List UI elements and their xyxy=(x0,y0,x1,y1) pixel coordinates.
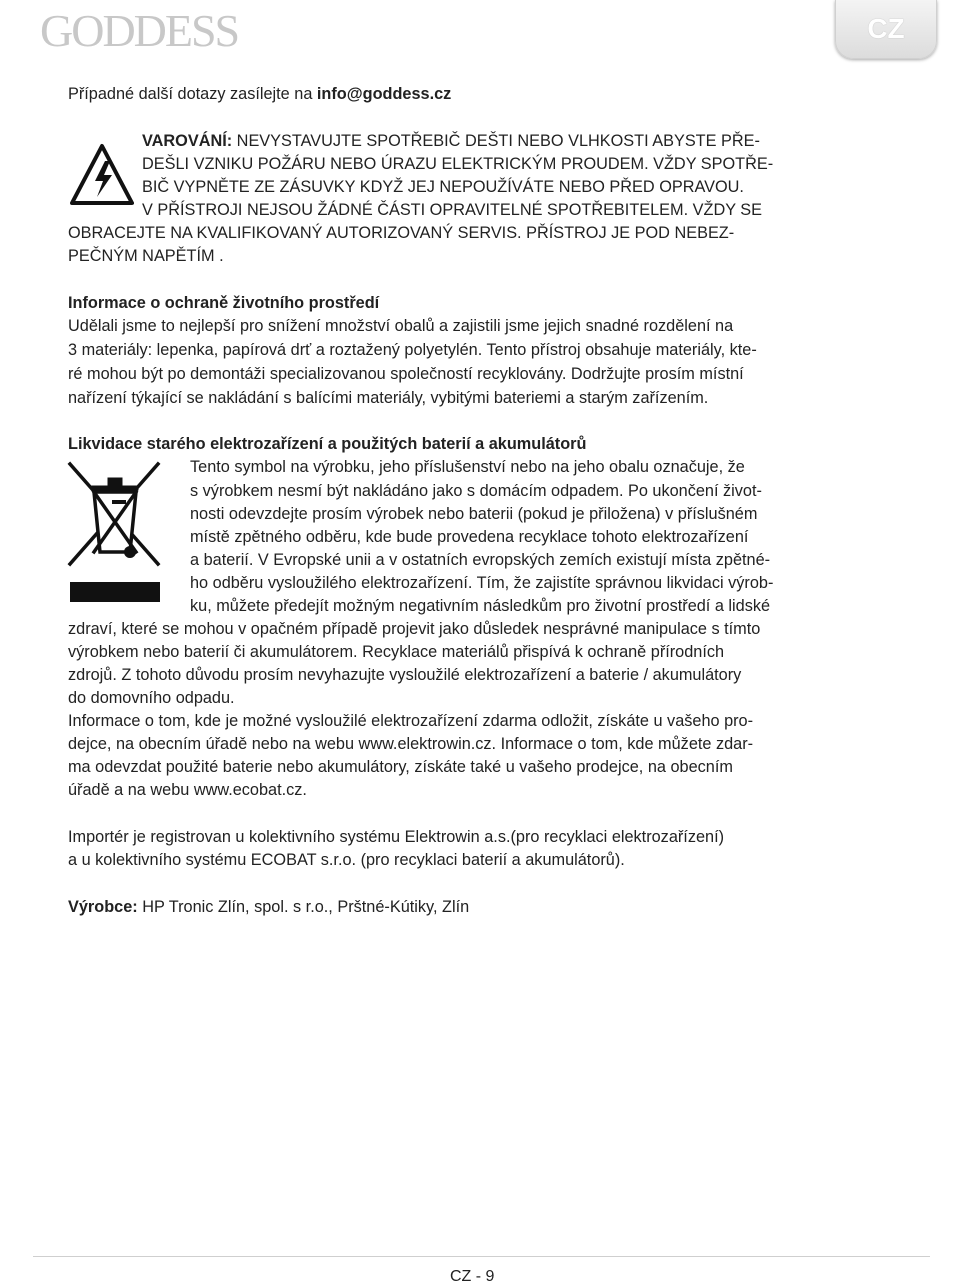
disposal-line: a baterií. V Evropské unii a v ostatních evropských zemích existují místa zpětné- xyxy=(190,551,771,569)
disposal-line: ma odevzdat použité baterie nebo akumulátory, získáte také u vašeho prodejce, na obecním xyxy=(68,758,733,776)
disposal-line: do domovního odpadu. xyxy=(68,689,235,707)
disposal-line: výrobkem nebo baterií či akumulátorem. Recyklace materiálů přispívá k ochraně přírodních xyxy=(68,643,725,661)
environment-line: ré mohou být po demontáži specializovanou společností recyklovány. Dodržujte prosím místní xyxy=(68,365,744,383)
high-voltage-warning-icon xyxy=(70,143,134,207)
disposal-line: ku, můžete předejít možným negativním následkům pro životní prostředí a lidské xyxy=(190,597,771,615)
contact-email: info@goddess.cz xyxy=(316,85,452,103)
disposal-line: s výrobkem nesmí být nakládáno jako s domácím odpadem. Po ukončení život- xyxy=(190,482,762,500)
disposal-heading: Likvidace starého elektrozařízení a použitých baterií a akumulátorů xyxy=(68,435,587,453)
disposal-line: nosti odevzdejte prosím výrobek nebo baterii (pokud je přiložena) v příslušném xyxy=(190,505,758,523)
page-number: CZ - 9 xyxy=(450,1268,495,1285)
language-badge: CZ xyxy=(835,0,937,59)
disposal-line: Informace o tom, kde je možné vysloužilé elektrozařízení zdarma odložit, získáte u vašeho pro- xyxy=(68,712,754,730)
logo-text: GODDESS xyxy=(40,5,239,56)
disposal-line: dejce, na obecním úřadě nebo na webu www.elektrowin.cz. Informace o tom, kde můžete zdar- xyxy=(68,735,754,753)
environment-heading: Informace o ochraně životního prostředí xyxy=(68,294,380,312)
importer-line: a u kolektivního systému ECOBAT s.r.o. (pro recyklaci baterií a akumulátorů). xyxy=(68,851,625,869)
warning-text-1: NEVYSTAVUJTE SPOTŘEBIČ DEŠTI NEBO VLHKOSTI ABYSTE PŘE- xyxy=(232,132,760,150)
importer-line: Importér je registrovan u kolektivního systému Elektrowin a.s.(pro recyklaci elektrozařízení) xyxy=(68,828,725,846)
warning-line-2: DEŠLI VZNIKU POŽÁRU NEBO ÚRAZU ELEKTRICKÝM PROUDEM. VŽDY SPOTŘE- xyxy=(142,155,774,173)
crossed-out-wheelie-bin-icon xyxy=(66,460,166,608)
disposal-line: zdraví, které se mohou v opačném případě projevit jako důsledek nesprávné manipulace s tímto xyxy=(68,620,761,638)
disposal-line: Tento symbol na výrobku, jeho příslušenství nebo na jeho obalu označuje, že xyxy=(190,458,745,476)
footer-divider xyxy=(33,1256,930,1257)
environment-line: 3 materiály: lepenka, papírová drť a roztažený polyetylén. Tento přístroj obsahuje materiály, kte- xyxy=(68,341,757,359)
warning-line-1 xyxy=(142,130,760,153)
disposal-line: ho odběru vysloužilého elektrozařízení. Tím, že zajistíte správnou likvidaci výrob- xyxy=(190,574,774,592)
environment-line: nařízení týkající se nakládání s balícími materiály, vybitými bateriemi a starým zařízením. xyxy=(68,389,709,407)
warning-line-3: BIČ VYPNĚTE ZE ZÁSUVKY KDYŽ JEJ NEPOUŽÍVÁTE NEBO PŘED OPRAVOU. xyxy=(142,178,744,196)
warning-line-4: V PŘÍSTROJI NEJSOU ŽÁDNÉ ČÁSTI OPRAVITELNÉ SPOTŘEBITELEM. VŽDY SE xyxy=(142,201,763,219)
warning-label: VAROVÁNÍ: xyxy=(142,132,233,150)
contact-prefix: Případné další dotazy zasílejte na xyxy=(68,85,317,103)
manufacturer-label: Výrobce: xyxy=(68,898,138,916)
manufacturer-line xyxy=(68,896,469,919)
environment-line: Udělali jsme to nejlepší pro snížení množství obalů a zajistili jsme jejich snadné rozdělení na xyxy=(68,317,734,335)
contact-line xyxy=(68,83,451,106)
disposal-line: úřadě a na webu www.ecobat.cz. xyxy=(68,781,307,799)
warning-line-6: PEČNÝM NAPĚTÍM . xyxy=(68,247,224,265)
warning-line-5: OBRACEJTE NA KVALIFIKOVANÝ AUTORIZOVANÝ SERVIS. PŘÍSTROJ JE POD NEBEZ- xyxy=(68,224,735,242)
goddess-logo xyxy=(40,4,280,56)
manufacturer-value: HP Tronic Zlín, spol. s r.o., Prštné-Kútiky, Zlín xyxy=(137,898,470,916)
disposal-line: zdrojů. Z tohoto důvodu prosím nevyhazujte vysloužilé elektrozařízení a baterie / akumulátory xyxy=(68,666,742,684)
disposal-line: místě zpětného odběru, kde bude provedena recyklace tohoto elektrozařízení xyxy=(190,528,749,546)
